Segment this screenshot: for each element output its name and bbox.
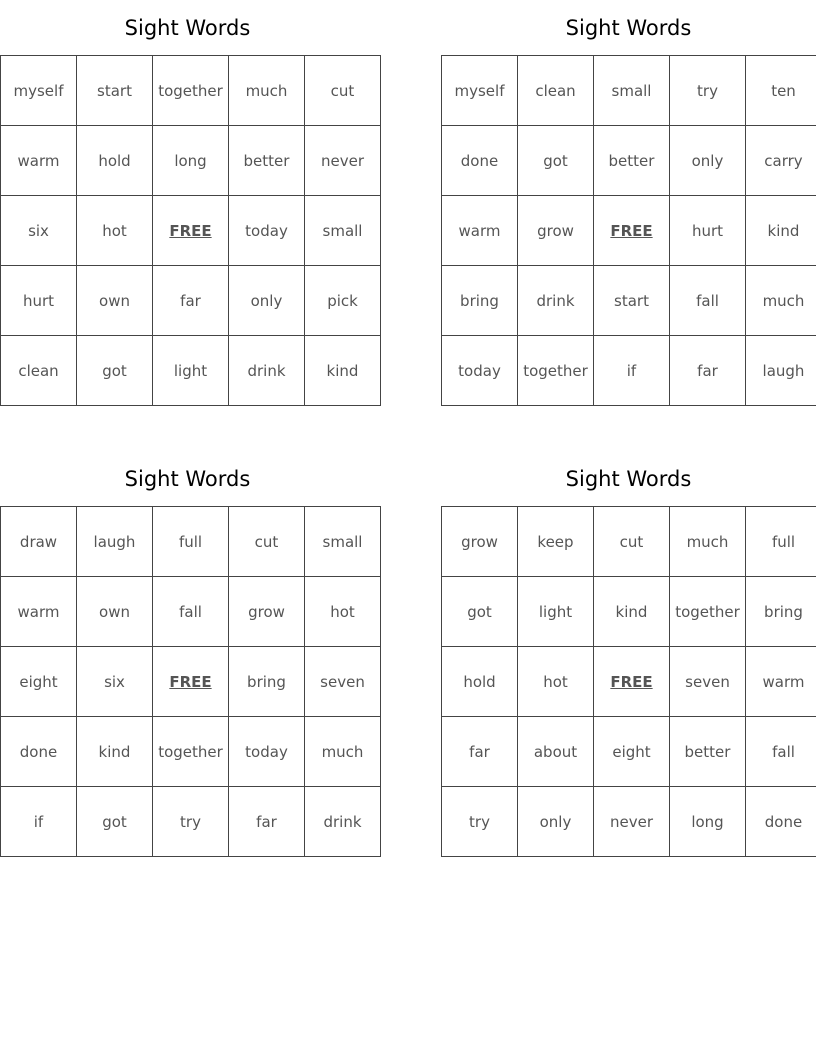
word-cell: long bbox=[153, 126, 229, 196]
grid-row bbox=[442, 717, 816, 787]
word-cell: done bbox=[442, 126, 518, 196]
card-title: Sight Words bbox=[565, 15, 692, 40]
word-cell: light bbox=[153, 336, 229, 406]
card-title: Sight Words bbox=[124, 15, 251, 40]
word-cell: pick bbox=[305, 266, 381, 336]
grid-row bbox=[1, 336, 381, 406]
word-cell: much bbox=[229, 56, 305, 126]
word-cell: today bbox=[442, 336, 518, 406]
word-cell: drink bbox=[229, 336, 305, 406]
word-cell: myself bbox=[1, 56, 77, 126]
grid-row bbox=[1, 787, 381, 857]
word-cell: own bbox=[77, 577, 153, 647]
word-cell: clean bbox=[518, 56, 594, 126]
word-cell: eight bbox=[1, 647, 77, 717]
grid-row bbox=[1, 196, 381, 266]
word-cell: eight bbox=[594, 717, 670, 787]
free-space-cell bbox=[153, 196, 229, 266]
word-cell: got bbox=[77, 336, 153, 406]
free-space-label: FREE bbox=[610, 672, 653, 691]
word-cell: only bbox=[670, 126, 746, 196]
word-cell: better bbox=[670, 717, 746, 787]
word-cell: about bbox=[518, 717, 594, 787]
word-cell: today bbox=[229, 196, 305, 266]
word-cell: long bbox=[670, 787, 746, 857]
word-cell: keep bbox=[518, 507, 594, 577]
word-cell: full bbox=[153, 507, 229, 577]
word-cell: better bbox=[229, 126, 305, 196]
word-cell: hot bbox=[77, 196, 153, 266]
word-cell: cut bbox=[229, 507, 305, 577]
word-cell: six bbox=[77, 647, 153, 717]
word-cell: only bbox=[229, 266, 305, 336]
grid-row bbox=[442, 266, 816, 336]
word-cell: laugh bbox=[77, 507, 153, 577]
grid-row bbox=[442, 196, 816, 266]
grid-row bbox=[1, 56, 381, 126]
word-cell: done bbox=[1, 717, 77, 787]
grid-row bbox=[442, 56, 816, 126]
word-cell: done bbox=[746, 787, 816, 857]
word-cell: together bbox=[518, 336, 594, 406]
free-space-label: FREE bbox=[169, 221, 212, 240]
card-title: Sight Words bbox=[565, 466, 692, 491]
grid-row bbox=[442, 647, 816, 717]
word-cell: seven bbox=[670, 647, 746, 717]
free-space-label: FREE bbox=[169, 672, 212, 691]
word-cell: hot bbox=[305, 577, 381, 647]
word-cell: cut bbox=[305, 56, 381, 126]
word-cell: hurt bbox=[1, 266, 77, 336]
word-cell: bring bbox=[229, 647, 305, 717]
word-grid bbox=[0, 55, 381, 406]
word-cell: warm bbox=[1, 577, 77, 647]
word-cell: far bbox=[153, 266, 229, 336]
word-cell: ten bbox=[746, 56, 816, 126]
word-cell: never bbox=[305, 126, 381, 196]
word-cell: cut bbox=[594, 507, 670, 577]
word-cell: drink bbox=[305, 787, 381, 857]
word-grid bbox=[441, 55, 816, 406]
grid-row bbox=[442, 787, 816, 857]
word-cell: seven bbox=[305, 647, 381, 717]
word-cell: small bbox=[594, 56, 670, 126]
word-cell: grow bbox=[229, 577, 305, 647]
word-cell: warm bbox=[746, 647, 816, 717]
bingo-card-2 bbox=[441, 0, 816, 406]
word-cell: six bbox=[1, 196, 77, 266]
word-cell: try bbox=[153, 787, 229, 857]
word-cell: hurt bbox=[670, 196, 746, 266]
word-cell: got bbox=[77, 787, 153, 857]
word-cell: start bbox=[77, 56, 153, 126]
word-cell: small bbox=[305, 196, 381, 266]
grid-row bbox=[442, 577, 816, 647]
word-cell: far bbox=[442, 717, 518, 787]
grid-row bbox=[1, 126, 381, 196]
word-cell: clean bbox=[1, 336, 77, 406]
word-cell: far bbox=[670, 336, 746, 406]
word-cell: together bbox=[153, 717, 229, 787]
grid-row bbox=[442, 126, 816, 196]
word-cell: bring bbox=[746, 577, 816, 647]
grid-row bbox=[1, 266, 381, 336]
word-cell: if bbox=[594, 336, 670, 406]
word-cell: only bbox=[518, 787, 594, 857]
free-space-cell bbox=[153, 647, 229, 717]
word-cell: hold bbox=[442, 647, 518, 717]
word-cell: own bbox=[77, 266, 153, 336]
bingo-card-4 bbox=[441, 451, 816, 857]
word-cell: carry bbox=[746, 126, 816, 196]
free-space-cell bbox=[594, 647, 670, 717]
word-cell: light bbox=[518, 577, 594, 647]
word-cell: laugh bbox=[746, 336, 816, 406]
word-cell: draw bbox=[1, 507, 77, 577]
word-cell: small bbox=[305, 507, 381, 577]
grid-row bbox=[1, 577, 381, 647]
word-grid bbox=[441, 506, 816, 857]
word-cell: start bbox=[594, 266, 670, 336]
grid-row bbox=[1, 507, 381, 577]
word-cell: better bbox=[594, 126, 670, 196]
grid-row bbox=[442, 336, 816, 406]
card-title: Sight Words bbox=[124, 466, 251, 491]
grid-row bbox=[442, 507, 816, 577]
word-cell: grow bbox=[518, 196, 594, 266]
word-cell: fall bbox=[153, 577, 229, 647]
word-cell: today bbox=[229, 717, 305, 787]
word-cell: got bbox=[518, 126, 594, 196]
word-cell: fall bbox=[746, 717, 816, 787]
word-cell: bring bbox=[442, 266, 518, 336]
word-cell: much bbox=[305, 717, 381, 787]
word-cell: together bbox=[670, 577, 746, 647]
word-cell: far bbox=[229, 787, 305, 857]
word-cell: grow bbox=[442, 507, 518, 577]
grid-row bbox=[1, 647, 381, 717]
word-cell: kind bbox=[746, 196, 816, 266]
word-cell: together bbox=[153, 56, 229, 126]
word-cell: kind bbox=[305, 336, 381, 406]
bingo-card-1 bbox=[0, 0, 375, 406]
free-space-label: FREE bbox=[610, 221, 653, 240]
word-cell: kind bbox=[77, 717, 153, 787]
word-cell: fall bbox=[670, 266, 746, 336]
bingo-card-3 bbox=[0, 451, 375, 857]
word-cell: hot bbox=[518, 647, 594, 717]
word-cell: hold bbox=[77, 126, 153, 196]
word-cell: warm bbox=[442, 196, 518, 266]
word-cell: got bbox=[442, 577, 518, 647]
word-cell: drink bbox=[518, 266, 594, 336]
word-cell: try bbox=[442, 787, 518, 857]
word-cell: much bbox=[670, 507, 746, 577]
word-cell: try bbox=[670, 56, 746, 126]
word-cell: never bbox=[594, 787, 670, 857]
word-grid bbox=[0, 506, 381, 857]
word-cell: much bbox=[746, 266, 816, 336]
word-cell: myself bbox=[442, 56, 518, 126]
word-cell: warm bbox=[1, 126, 77, 196]
free-space-cell bbox=[594, 196, 670, 266]
word-cell: full bbox=[746, 507, 816, 577]
word-cell: if bbox=[1, 787, 77, 857]
grid-row bbox=[1, 717, 381, 787]
word-cell: kind bbox=[594, 577, 670, 647]
